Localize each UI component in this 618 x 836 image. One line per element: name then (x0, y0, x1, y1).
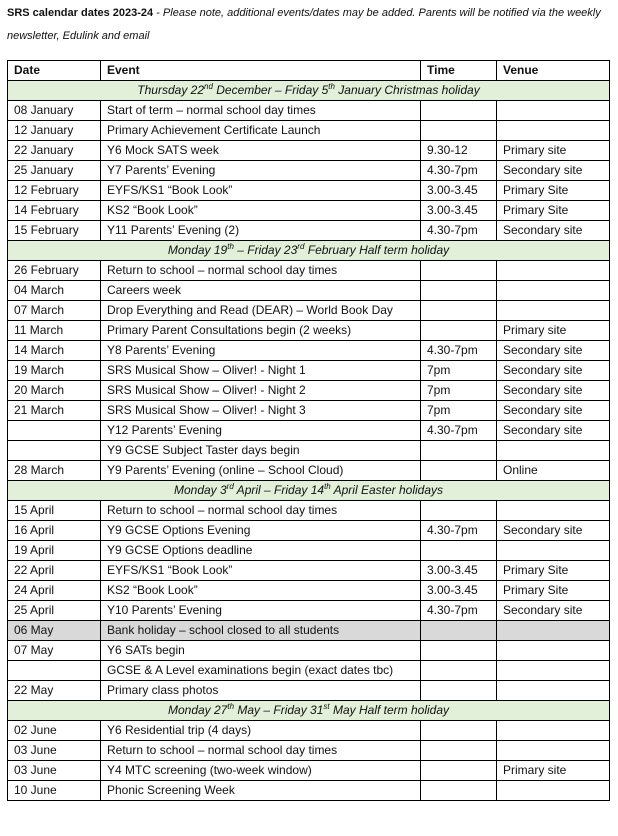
cell-date: 03 June (8, 761, 101, 781)
cell-event: Y12 Parents’ Evening (101, 421, 421, 441)
cell-venue: Primary Site (497, 581, 610, 601)
table-row (8, 261, 610, 281)
cell-venue: Primary site (497, 321, 610, 341)
table-row (8, 501, 610, 521)
cell-venue: Primary Site (497, 561, 610, 581)
holiday-row (8, 241, 610, 261)
table-row (8, 121, 610, 141)
cell-time (421, 101, 497, 121)
table-header-row (8, 61, 610, 81)
cell-date: 06 May (8, 621, 101, 641)
table-row (8, 721, 610, 741)
cell-time (421, 761, 497, 781)
cell-event: Y11 Parents’ Evening (2) (101, 221, 421, 241)
cell-date: 15 April (8, 501, 101, 521)
cell-time (421, 501, 497, 521)
cell-event: Y6 Mock SATS week (101, 141, 421, 161)
cell-venue (497, 301, 610, 321)
cell-event: EYFS/KS1 “Book Look” (101, 561, 421, 581)
table-row (8, 181, 610, 201)
cell-date: 07 March (8, 301, 101, 321)
cell-event: GCSE & A Level examinations begin (exact dates tbc) (101, 661, 421, 681)
cell-date: 19 April (8, 541, 101, 561)
cell-date: 25 April (8, 601, 101, 621)
table-row (8, 441, 610, 461)
cell-venue (497, 721, 610, 741)
cell-time: 4.30-7pm (421, 161, 497, 181)
cell-date: 14 February (8, 201, 101, 221)
holiday-ordinal: rd (226, 482, 234, 491)
holiday-ordinal: th (328, 82, 335, 91)
header-event: Event (101, 61, 421, 81)
cell-date: 22 April (8, 561, 101, 581)
cell-event: Return to school – normal school day times (101, 501, 421, 521)
cell-venue: Secondary site (497, 601, 610, 621)
holiday-row (8, 481, 610, 501)
cell-time (421, 721, 497, 741)
holiday-text: – Friday 23 (233, 243, 298, 257)
table-row (8, 141, 610, 161)
cell-event: Primary Parent Consultations begin (2 weeks) (101, 321, 421, 341)
cell-event: Return to school – normal school day times (101, 741, 421, 761)
cell-time (421, 781, 497, 801)
cell-venue: Primary site (497, 761, 610, 781)
table-row (8, 341, 610, 361)
cell-date: 10 June (8, 781, 101, 801)
cell-date: 14 March (8, 341, 101, 361)
cell-venue: Secondary site (497, 381, 610, 401)
cell-date: 12 February (8, 181, 101, 201)
cell-venue (497, 541, 610, 561)
holiday-text: April – Friday 14 (233, 483, 325, 497)
cell-event: Drop Everything and Read (DEAR) – World Book Day (101, 301, 421, 321)
cell-time: 7pm (421, 361, 497, 381)
cell-time (421, 441, 497, 461)
cell-event: Careers week (101, 281, 421, 301)
cell-date: 07 May (8, 641, 101, 661)
cell-time (421, 321, 497, 341)
table-row (8, 641, 610, 661)
calendar-table (7, 60, 610, 801)
cell-venue: Primary Site (497, 201, 610, 221)
holiday-period (8, 481, 610, 501)
cell-date: 22 January (8, 141, 101, 161)
holiday-ordinal: nd (204, 82, 213, 91)
cell-time (421, 641, 497, 661)
cell-date: 28 March (8, 461, 101, 481)
cell-venue (497, 281, 610, 301)
cell-date: 11 March (8, 321, 101, 341)
holiday-text: May – Friday 31 (234, 703, 324, 717)
cell-time (421, 301, 497, 321)
cell-event: Start of term – normal school day times (101, 101, 421, 121)
holiday-row (8, 81, 610, 101)
cell-date: 15 February (8, 221, 101, 241)
cell-date: 16 April (8, 521, 101, 541)
cell-time (421, 661, 497, 681)
table-row (8, 521, 610, 541)
table-row (8, 601, 610, 621)
cell-venue: Primary Site (497, 181, 610, 201)
holiday-text: April Easter holidays (330, 483, 444, 497)
table-row (8, 161, 610, 181)
cell-venue (497, 621, 610, 641)
cell-time: 3.00-3.45 (421, 181, 497, 201)
cell-venue (497, 741, 610, 761)
cell-event: Bank holiday – school closed to all students (101, 621, 421, 641)
table-row (8, 401, 610, 421)
header-venue: Venue (497, 61, 610, 81)
holiday-ordinal: th (227, 242, 234, 251)
cell-event: SRS Musical Show – Oliver! - Night 1 (101, 361, 421, 381)
cell-event: Primary Achievement Certificate Launch (101, 121, 421, 141)
cell-date: 26 February (8, 261, 101, 281)
cell-venue: Secondary site (497, 401, 610, 421)
cell-time (421, 461, 497, 481)
cell-venue (497, 261, 610, 281)
cell-time (421, 741, 497, 761)
holiday-text: Monday 19 (167, 243, 228, 257)
cell-venue: Secondary site (497, 221, 610, 241)
cell-time: 3.00-3.45 (421, 581, 497, 601)
cell-time: 4.30-7pm (421, 421, 497, 441)
table-row (8, 541, 610, 561)
table-row (8, 101, 610, 121)
cell-time: 7pm (421, 401, 497, 421)
table-row (8, 761, 610, 781)
holiday-text: December – Friday 5 (212, 83, 329, 97)
cell-time: 7pm (421, 381, 497, 401)
cell-date (8, 421, 101, 441)
cell-time: 4.30-7pm (421, 521, 497, 541)
cell-event: Y7 Parents’ Evening (101, 161, 421, 181)
table-row (8, 661, 610, 681)
holiday-text: February Half term holiday (304, 243, 450, 257)
holiday-text: January Christmas holiday (334, 83, 480, 97)
cell-event: Y9 GCSE Options Evening (101, 521, 421, 541)
table-row (8, 781, 610, 801)
cell-venue (497, 101, 610, 121)
cell-event: SRS Musical Show – Oliver! - Night 2 (101, 381, 421, 401)
cell-date: 24 April (8, 581, 101, 601)
cell-venue (497, 641, 610, 661)
cell-event: KS2 “Book Look” (101, 201, 421, 221)
cell-time (421, 261, 497, 281)
table-row (8, 741, 610, 761)
holiday-period (8, 81, 610, 101)
cell-event: Y6 Residential trip (4 days) (101, 721, 421, 741)
cell-venue (497, 501, 610, 521)
cell-venue (497, 661, 610, 681)
table-row (8, 681, 610, 701)
cell-venue (497, 121, 610, 141)
cell-event: Y9 Parents’ Evening (online – School Cloud) (101, 461, 421, 481)
cell-date: 19 March (8, 361, 101, 381)
cell-time (421, 541, 497, 561)
cell-time (421, 121, 497, 141)
table-row (8, 561, 610, 581)
cell-date: 20 March (8, 381, 101, 401)
table-row (8, 581, 610, 601)
cell-venue: Secondary site (497, 421, 610, 441)
cell-event: Phonic Screening Week (101, 781, 421, 801)
cell-date: 03 June (8, 741, 101, 761)
table-row (8, 361, 610, 381)
cell-time: 3.00-3.45 (421, 561, 497, 581)
header-date: Date (8, 61, 101, 81)
holiday-ordinal: th (227, 702, 235, 711)
cell-event: Return to school – normal school day times (101, 261, 421, 281)
cell-time: 4.30-7pm (421, 221, 497, 241)
cell-date: 22 May (8, 681, 101, 701)
cell-date (8, 661, 101, 681)
cell-venue (497, 781, 610, 801)
cell-date (8, 441, 101, 461)
cell-event: EYFS/KS1 “Book Look” (101, 181, 421, 201)
cell-time (421, 621, 497, 641)
cell-date: 21 March (8, 401, 101, 421)
intro-note: Please note, additional events/dates may be added. Parents will be notified via the weekly newsletter, Edulink and email (7, 7, 601, 42)
table-row (8, 201, 610, 221)
cell-event: Y10 Parents’ Evening (101, 601, 421, 621)
cell-time: 4.30-7pm (421, 341, 497, 361)
table-row (8, 621, 610, 641)
table-row (8, 221, 610, 241)
cell-venue: Secondary site (497, 361, 610, 381)
cell-event: Y8 Parents’ Evening (101, 341, 421, 361)
cell-time: 4.30-7pm (421, 601, 497, 621)
holiday-text: Thursday 22 (137, 83, 204, 97)
cell-date: 04 March (8, 281, 101, 301)
cell-event: Y4 MTC screening (two-week window) (101, 761, 421, 781)
cell-time (421, 281, 497, 301)
table-row (8, 381, 610, 401)
cell-venue (497, 441, 610, 461)
cell-venue: Primary site (497, 141, 610, 161)
cell-event: Y9 GCSE Options deadline (101, 541, 421, 561)
cell-time: 3.00-3.45 (421, 201, 497, 221)
holiday-row (8, 701, 610, 721)
holiday-text: May Half term holiday (329, 703, 450, 717)
cell-event: SRS Musical Show – Oliver! - Night 3 (101, 401, 421, 421)
cell-event: Primary class photos (101, 681, 421, 701)
table-row (8, 301, 610, 321)
holiday-text: Monday 3 (173, 483, 227, 497)
holiday-text: Monday 27 (167, 703, 228, 717)
cell-date: 25 January (8, 161, 101, 181)
holiday-period (8, 241, 610, 261)
holiday-ordinal: st (323, 702, 330, 711)
holiday-period (8, 701, 610, 721)
cell-date: 08 January (8, 101, 101, 121)
cell-event: Y9 GCSE Subject Taster days begin (101, 441, 421, 461)
cell-date: 12 January (8, 121, 101, 141)
cell-event: Y6 SATs begin (101, 641, 421, 661)
table-row (8, 281, 610, 301)
cell-date: 02 June (8, 721, 101, 741)
cell-time (421, 681, 497, 701)
cell-venue: Secondary site (497, 341, 610, 361)
cell-time: 9.30-12 (421, 141, 497, 161)
cell-venue: Online (497, 461, 610, 481)
title-separator: - (153, 7, 163, 19)
holiday-ordinal: rd (297, 242, 305, 251)
holiday-ordinal: th (324, 482, 331, 491)
cell-event: KS2 “Book Look” (101, 581, 421, 601)
cell-venue: Secondary site (497, 161, 610, 181)
table-row (8, 461, 610, 481)
intro-paragraph (7, 2, 613, 48)
cell-venue: Secondary site (497, 521, 610, 541)
table-row (8, 321, 610, 341)
calendar-title: SRS calendar dates 2023-24 (7, 7, 154, 19)
table-row (8, 421, 610, 441)
header-time: Time (421, 61, 497, 81)
cell-venue (497, 681, 610, 701)
